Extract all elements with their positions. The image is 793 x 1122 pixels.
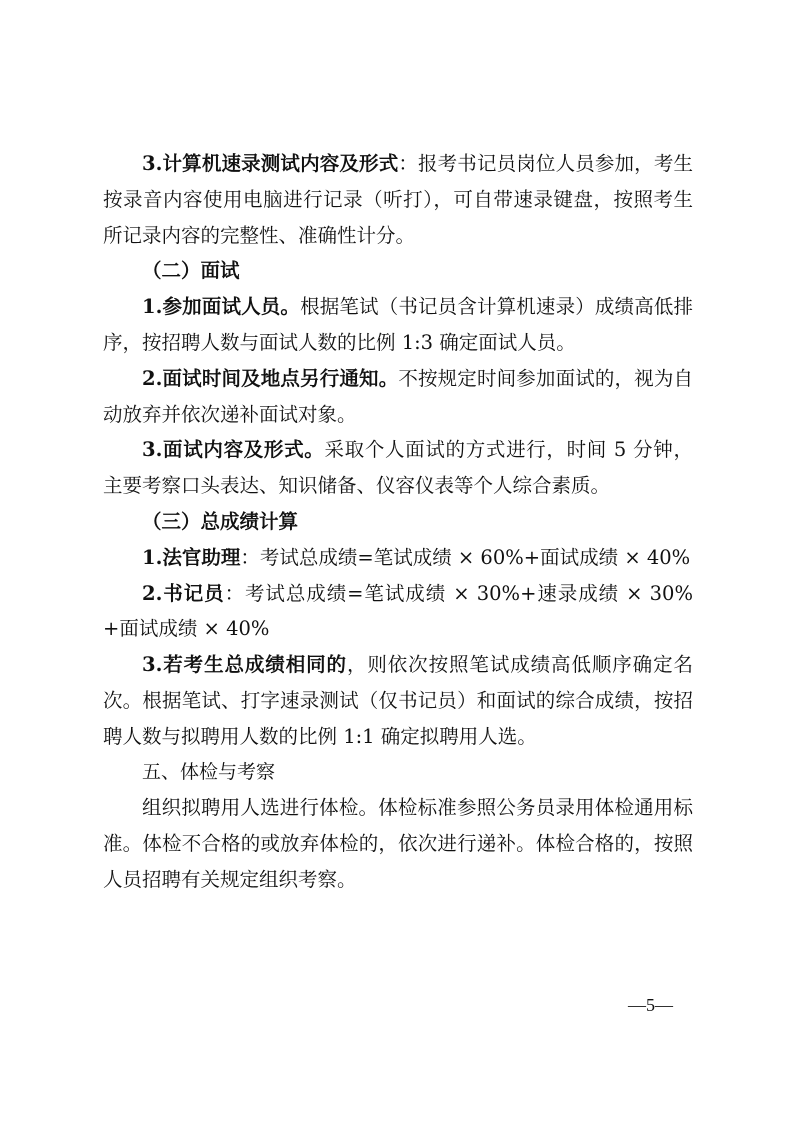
paragraph-interview-content (103, 432, 693, 504)
paragraph-text: 根据笔试（书记员含计算机速录）成绩高低排序，按招聘人数与面试人数的比例 1:3 确定面试人员。 (103, 295, 693, 354)
paragraph-text: ：报考书记员岗位人员参加，考生按录音内容使用电脑进行记录（听打），可自带速录键盘，按照考生所记录内容的完整性、准确性计分。 (103, 152, 693, 247)
paragraph-lead: 3.面试内容及形式。 (142, 438, 325, 462)
paragraph-lead: 3.若考生总成绩相同的 (142, 653, 347, 677)
paragraph-lead: 1.法官助理 (142, 545, 241, 569)
paragraph-clerk-score (103, 576, 693, 648)
page-number: —5— (628, 995, 673, 1015)
paragraph-lead: 1.参加面试人员。 (142, 295, 301, 319)
document-body (103, 146, 693, 898)
paragraph-text: ，则依次按照笔试成绩高低顺序确定名次。根据笔试、打字速录测试（仅书记员）和面试的综合成绩，按招聘人数与拟聘用人数的比例 1:1 确定拟聘用人选。 (103, 653, 693, 748)
paragraph-text: 不按规定时间参加面试的，视为自动放弃并依次递补面试对象。 (103, 366, 693, 426)
section-heading-total-score: （三）总成绩计算 (142, 509, 299, 533)
paragraph-lead: 3.计算机速录测试内容及形式 (142, 152, 399, 175)
paragraph-lead: 2.面试时间及地点另行通知。 (142, 366, 399, 390)
paragraph-shorthand-test (103, 146, 693, 253)
paragraph-text: 采取个人面试的方式进行，时间 5 分钟，主要考察口头表达、知识储备、仪容仪表等个人综合素质。 (103, 438, 693, 498)
section-heading-interview: （二）面试 (142, 259, 240, 283)
paragraph-text: ：考试总成绩=笔试成绩 × 30%+速录成绩 × 30%+面试成绩 × 40% (103, 581, 693, 641)
paragraph-interview-participants (103, 289, 693, 361)
paragraph-medical-check: 组织拟聘用人选进行体检。体检标准参照公务员录用体检通用标准。体检不合格的或放弃体检的，依次进行递补。体检合格的，按照人员招聘有关规定组织考察。 (103, 796, 693, 891)
paragraph-judge-assistant-score (103, 540, 693, 576)
paragraph-tie-rule (103, 647, 693, 754)
section-heading-exam-check: 五、体检与考察 (142, 760, 276, 783)
paragraph-lead: 2.书记员 (142, 581, 225, 605)
paragraph-interview-time (103, 361, 693, 433)
paragraph-text: ：考试总成绩=笔试成绩 × 60%+面试成绩 × 40% (240, 545, 691, 569)
